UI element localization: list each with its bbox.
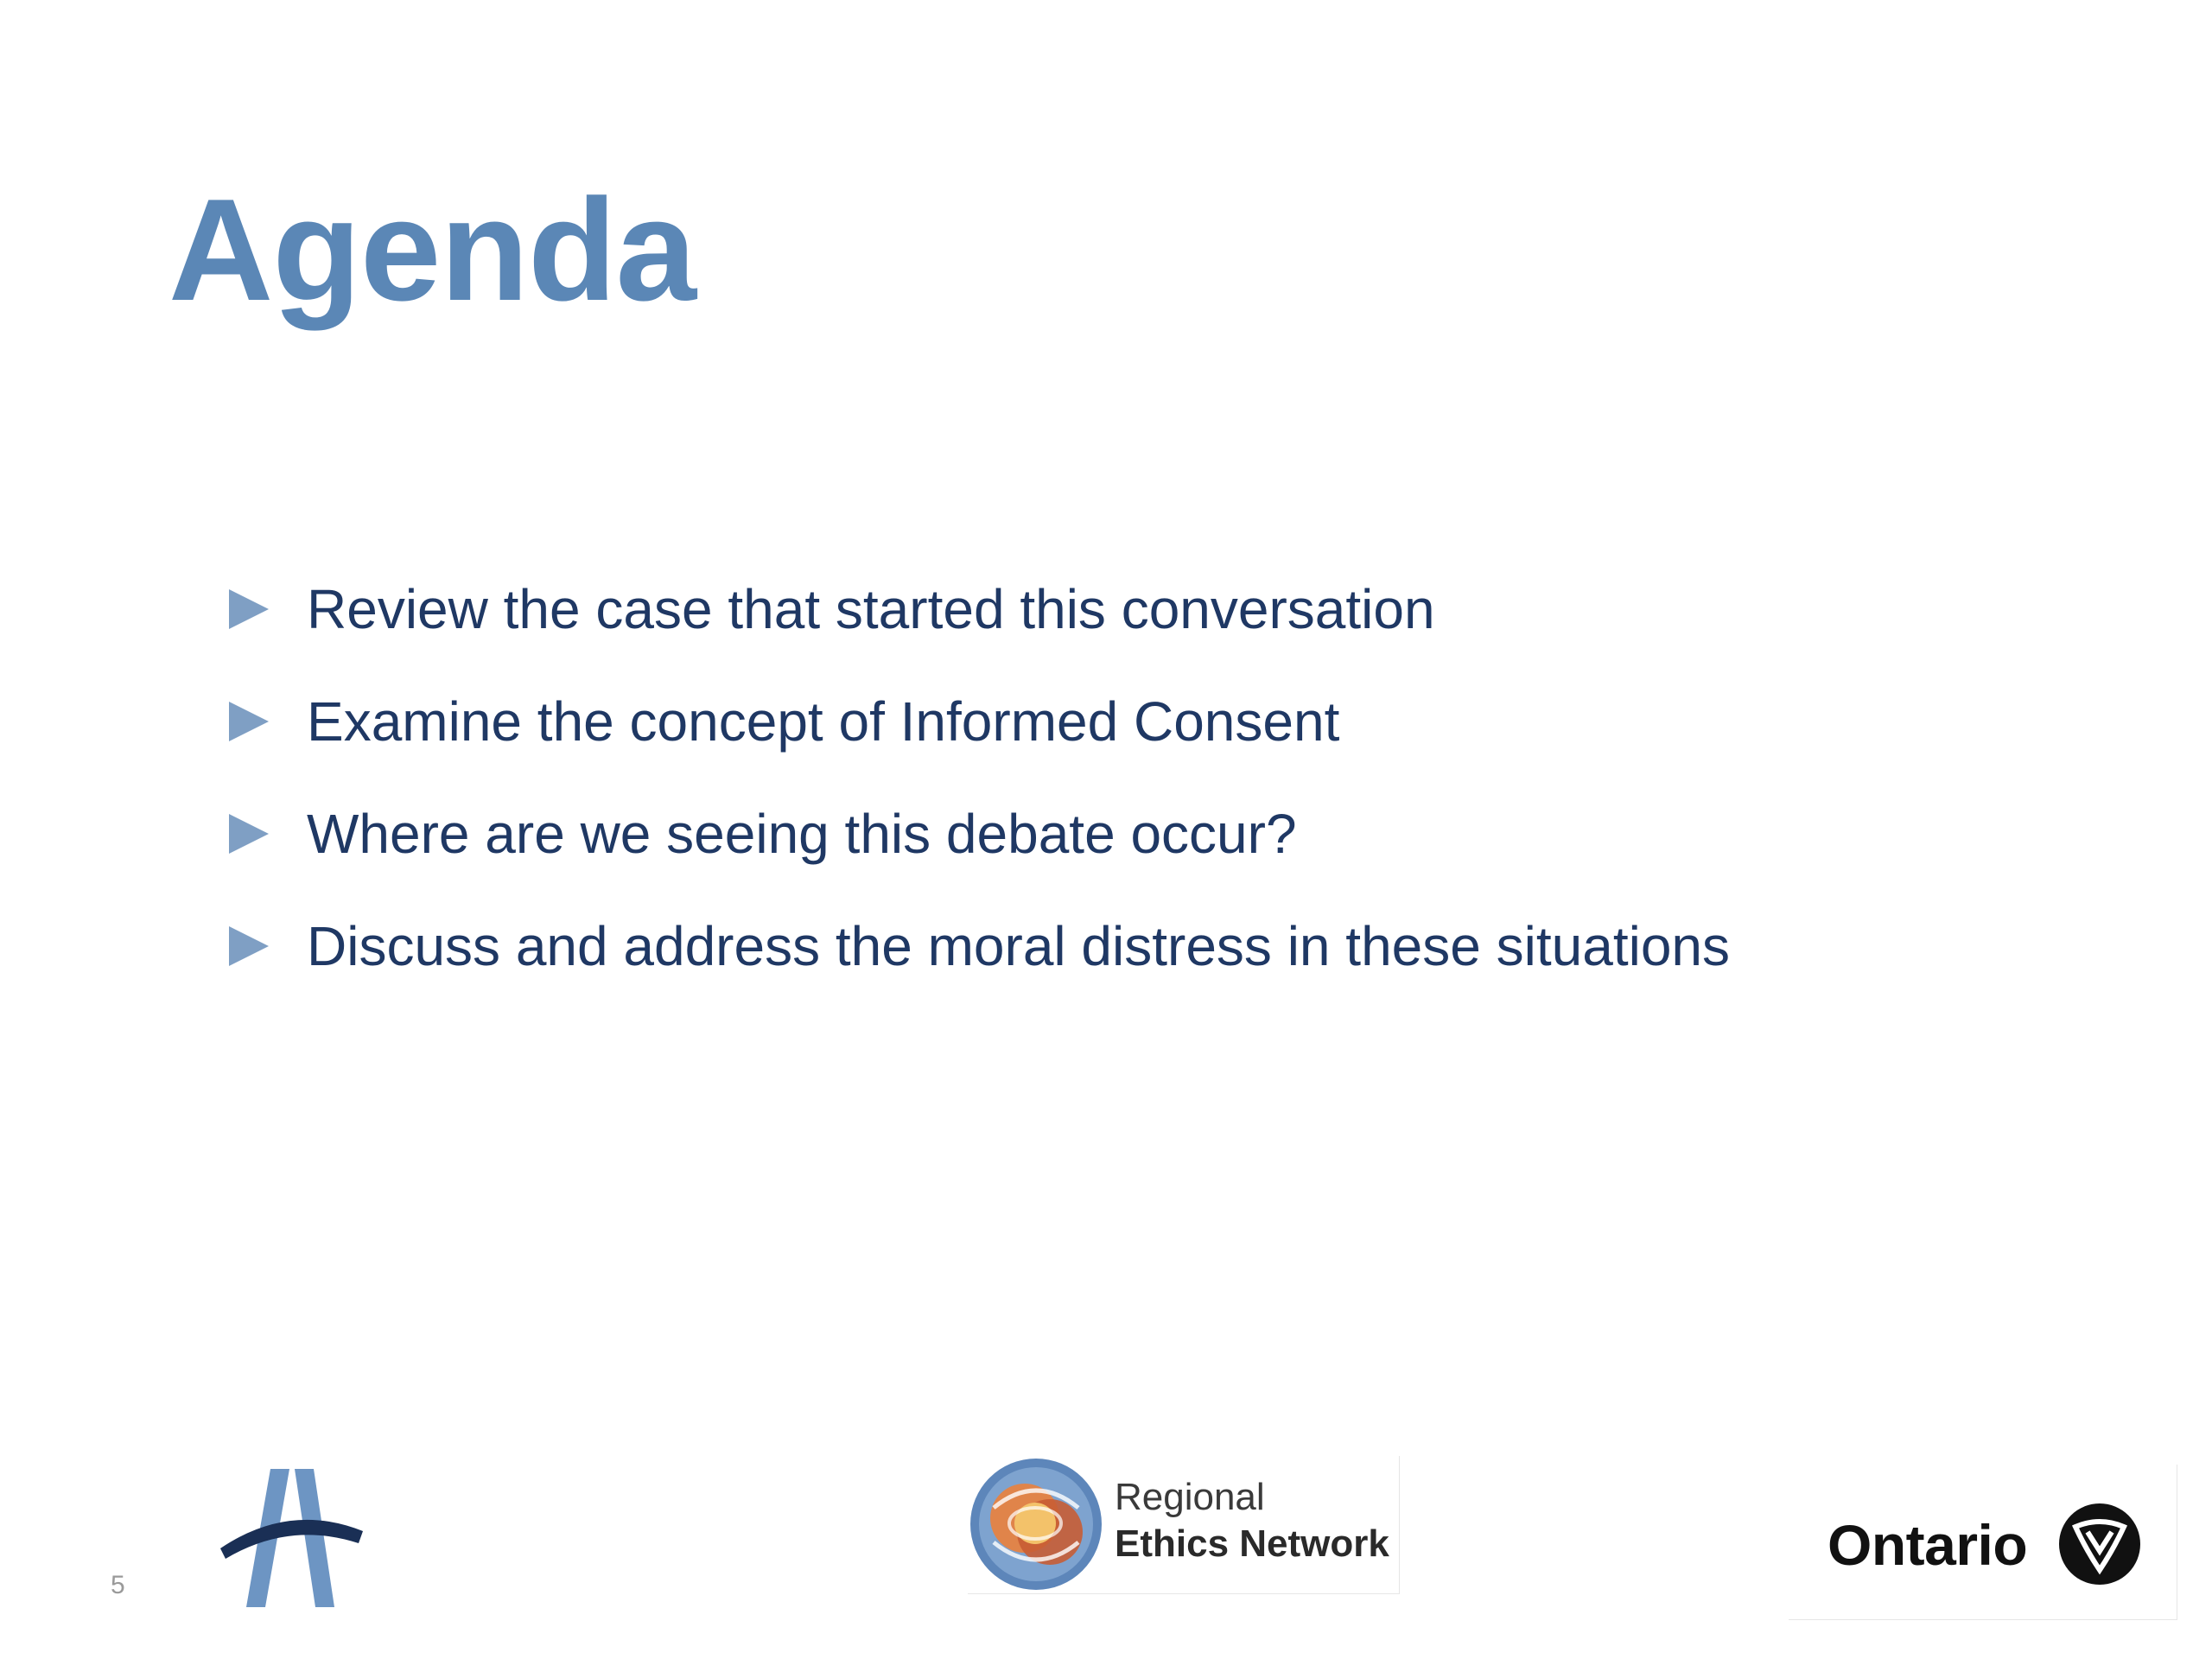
ontario-logo [1789, 1465, 2177, 1620]
agenda-item-text: Review the case that started this conversation [307, 578, 1435, 640]
triangle-bullet-icon [229, 814, 269, 854]
agenda-list [229, 553, 1730, 1002]
ren-logo-line2: Ethics Network [1115, 1522, 1389, 1565]
bridge-h-logo-icon [220, 1469, 363, 1607]
page-number: 5 [111, 1571, 125, 1599]
regional-ethics-network-logo [968, 1456, 1400, 1594]
agenda-item [229, 665, 1730, 778]
agenda-item-text: Examine the concept of Informed Consent [307, 690, 1340, 753]
slide-title: Agenda [168, 168, 696, 331]
agenda-item [229, 553, 1730, 665]
agenda-item [229, 778, 1730, 890]
agenda-item-text: Discuss and address the moral distress in these situations [307, 915, 1730, 977]
ontario-wordmark: Ontario [1827, 1513, 2028, 1577]
agenda-item [229, 890, 1730, 1002]
triangle-bullet-icon [229, 926, 269, 966]
triangle-bullet-icon [229, 589, 269, 629]
ontario-trillium-icon [2056, 1501, 2143, 1587]
agenda-item-text: Where are we seeing this debate occur? [307, 803, 1297, 865]
regional-ethics-network-logo-icon [968, 1456, 1104, 1592]
ren-logo-line1: Regional [1115, 1476, 1265, 1518]
triangle-bullet-icon [229, 702, 269, 741]
